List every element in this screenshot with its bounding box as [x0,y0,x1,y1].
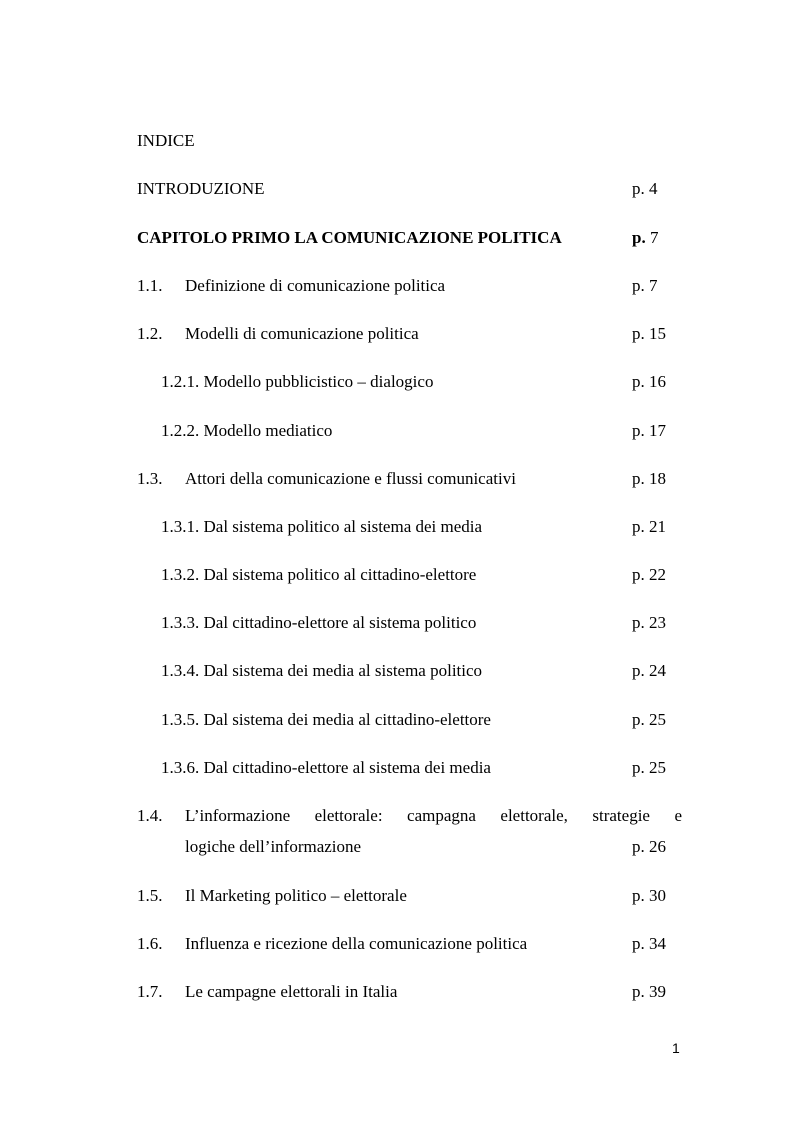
toc-subentry [0,611,794,635]
toc-entry-label: Le campagne elettorali in Italia [185,982,398,1001]
toc-subentry-label: 1.3.2. Dal sistema politico al cittadino-elettore [161,565,477,584]
toc-entry [0,467,794,491]
toc-subentry [0,756,794,780]
toc-entry-number: 1.6. [137,934,163,953]
toc-entry-continuation [0,835,794,859]
toc-word: campagna [407,806,476,825]
toc-word: elettorale: [314,806,383,825]
toc-entry-label-justified [185,804,682,828]
toc-subentry [0,370,794,394]
toc-heading-line [0,129,794,153]
toc-entry-number: 1.3. [137,469,163,488]
toc-entry-page: p. 17 [632,421,666,440]
toc-subentry [0,419,794,443]
toc-entry-page: p. 30 [632,886,666,905]
toc-entry [0,884,794,908]
toc-subentry [0,708,794,732]
toc-subentry-label: 1.2.2. Modello mediatico [161,421,333,440]
toc-entry [0,322,794,346]
toc-entry [0,980,794,1004]
toc-entry-page: p. 18 [632,469,666,488]
page-number: 1 [672,1040,680,1056]
toc-subentry [0,659,794,683]
toc-subentry-label: 1.3.6. Dal cittadino-elettore al sistema dei media [161,758,491,777]
toc-entry-multiline [0,804,794,828]
toc-entry-number: 1.5. [137,886,163,905]
toc-entry [0,274,794,298]
toc-entry-page: p. 34 [632,934,666,953]
toc-word: e [674,806,682,825]
toc-entry-label: Definizione di comunicazione politica [185,276,446,295]
toc-entry-page: p. 22 [632,565,666,584]
toc-entry [0,932,794,956]
toc-entry-chapter [0,226,794,250]
toc-entry-intro [0,177,794,201]
toc-entry-page: p. 21 [632,517,666,536]
toc-entry-label: Influenza e ricezione della comunicazione politica [185,934,528,953]
toc-entry-page: p. 39 [632,982,666,1001]
toc-subentry-label: 1.2.1. Modello pubblicistico – dialogico [161,372,434,391]
toc-entry-page: p. 25 [632,710,666,729]
toc-entry-page: p. 16 [632,372,666,391]
toc-subentry-label: 1.3.4. Dal sistema dei media al sistema politico [161,661,483,680]
toc-subentry [0,515,794,539]
toc-entry-label: Il Marketing politico – elettorale [185,886,407,905]
toc-word: L’informazione [185,806,291,825]
toc-subentry-label: 1.3.5. Dal sistema dei media al cittadino-elettore [161,710,491,729]
toc-heading: INDICE [137,131,195,150]
toc-entry-page: p. 26 [632,837,666,856]
toc-entry-page: p. 23 [632,613,666,632]
toc-chapter-label: CAPITOLO PRIMO LA COMUNICAZIONE POLITICA [137,228,562,247]
toc-entry-page: p. 7 [632,276,658,295]
toc-entry-page: p. 4 [632,179,658,198]
toc-entry-label: Attori della comunicazione e flussi comunicativi [185,469,516,488]
toc-entry-number: 1.2. [137,324,163,343]
toc-word: strategie [592,806,650,825]
toc-entry-number: 1.4. [137,806,163,825]
toc-entry-label-cont: logiche dell’informazione [185,837,362,856]
toc-subentry-label: 1.3.1. Dal sistema politico al sistema dei media [161,517,483,536]
toc-entry-page: p. 25 [632,758,666,777]
toc-entry-number: 1.1. [137,276,163,295]
toc-chapter-page-num: 7 [649,228,659,247]
toc-word: elettorale, [500,806,568,825]
toc-entry-label: Modelli di comunicazione politica [185,324,419,343]
toc-entry-label: INTRODUZIONE [137,179,265,198]
toc-entry-number: 1.7. [137,982,163,1001]
toc-chapter-page [632,226,658,250]
toc-chapter-page-prefix: p. [632,228,646,247]
toc-entry-page: p. 15 [632,324,666,343]
toc-subentry-label: 1.3.3. Dal cittadino-elettore al sistema politico [161,613,477,632]
toc-entry-page: p. 24 [632,661,666,680]
toc-subentry [0,563,794,587]
